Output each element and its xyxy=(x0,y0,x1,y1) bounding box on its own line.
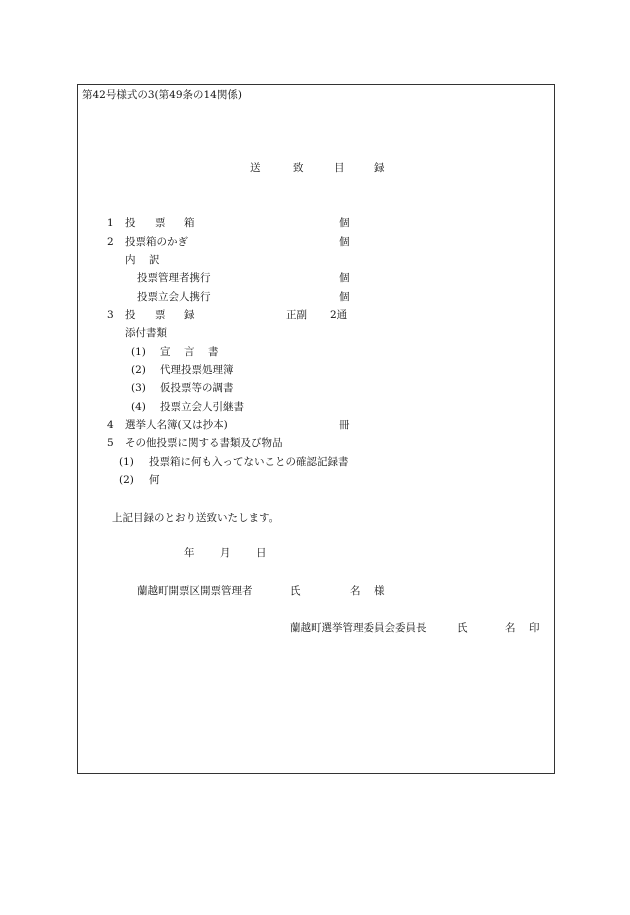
item-label: 投票箱のかぎ xyxy=(125,236,188,248)
attachment-number: (3) xyxy=(131,382,146,394)
closing-statement: 上記目録のとおり送致いたします。 xyxy=(112,512,280,524)
recipient-name-char: 名 xyxy=(350,585,361,597)
item-number: 2 xyxy=(107,236,114,248)
recipient-honorific: 様 xyxy=(374,585,385,597)
other-item-label: 何 xyxy=(149,474,160,486)
item-label: 選挙人名簿(又は抄本) xyxy=(125,419,228,431)
attachment-number: (4) xyxy=(131,401,146,413)
attachment-number: (2) xyxy=(131,364,146,376)
sender-name-char: 氏 xyxy=(457,622,468,634)
title-char: 送 xyxy=(250,162,261,174)
item-unit: 個 xyxy=(339,236,350,248)
seal-mark: 印 xyxy=(529,622,540,634)
item-label-char: 投 xyxy=(125,217,136,229)
item-number: 4 xyxy=(107,419,114,431)
attachment-number: (1) xyxy=(131,346,146,358)
other-item-label: 投票箱に何も入ってないことの確認記録書 xyxy=(149,456,349,468)
sub-item-label: 投票管理者携行 xyxy=(137,272,211,284)
item-unit: 冊 xyxy=(339,419,350,431)
item-label-char: 票 xyxy=(155,217,166,229)
item-number: 1 xyxy=(107,217,114,229)
title-char: 録 xyxy=(374,162,385,174)
form-number: 第42号様式の3(第49条の14関係) xyxy=(82,89,242,101)
item-unit: 個 xyxy=(339,217,350,229)
date-day: 日 xyxy=(256,547,267,559)
other-item-number: (1) xyxy=(119,456,134,468)
sub-item-unit: 個 xyxy=(339,291,350,303)
attachment-label: 仮投票等の調書 xyxy=(160,382,234,394)
attachment-label: 代理投票処理簿 xyxy=(160,364,234,376)
attachment-label-char: 言 xyxy=(184,346,195,358)
attachment-label-char: 書 xyxy=(208,346,219,358)
title-char: 目 xyxy=(334,162,345,174)
item-number: 3 xyxy=(107,309,114,321)
item-label: その他投票に関する書類及び物品 xyxy=(125,437,283,449)
sender-name-char: 名 xyxy=(505,622,516,634)
attachment-label-char: 宣 xyxy=(160,346,171,358)
sub-item-label: 投票立会人携行 xyxy=(137,291,211,303)
item-label-char: 投 xyxy=(125,309,136,321)
recipient-name-char: 氏 xyxy=(290,585,301,597)
title-char: 致 xyxy=(293,162,304,174)
item-label-char: 箱 xyxy=(184,217,195,229)
copies-count: 2通 xyxy=(330,309,348,321)
item-label-char: 票 xyxy=(155,309,166,321)
copies-label: 正副 xyxy=(286,309,307,321)
attachment-label: 投票立会人引継書 xyxy=(160,401,244,413)
recipient-org: 蘭越町開票区開票管理者 xyxy=(137,585,253,597)
sub-item-unit: 個 xyxy=(339,272,350,284)
sender-org: 蘭越町選挙管理委員会委員長 xyxy=(290,622,427,634)
breakdown-char: 訳 xyxy=(149,254,160,266)
breakdown-char: 内 xyxy=(125,254,136,266)
date-month: 月 xyxy=(220,547,231,559)
item-label-char: 録 xyxy=(184,309,195,321)
attachments-heading: 添付書類 xyxy=(125,327,167,339)
item-number: 5 xyxy=(107,437,114,449)
other-item-number: (2) xyxy=(119,474,134,486)
date-year: 年 xyxy=(184,547,195,559)
